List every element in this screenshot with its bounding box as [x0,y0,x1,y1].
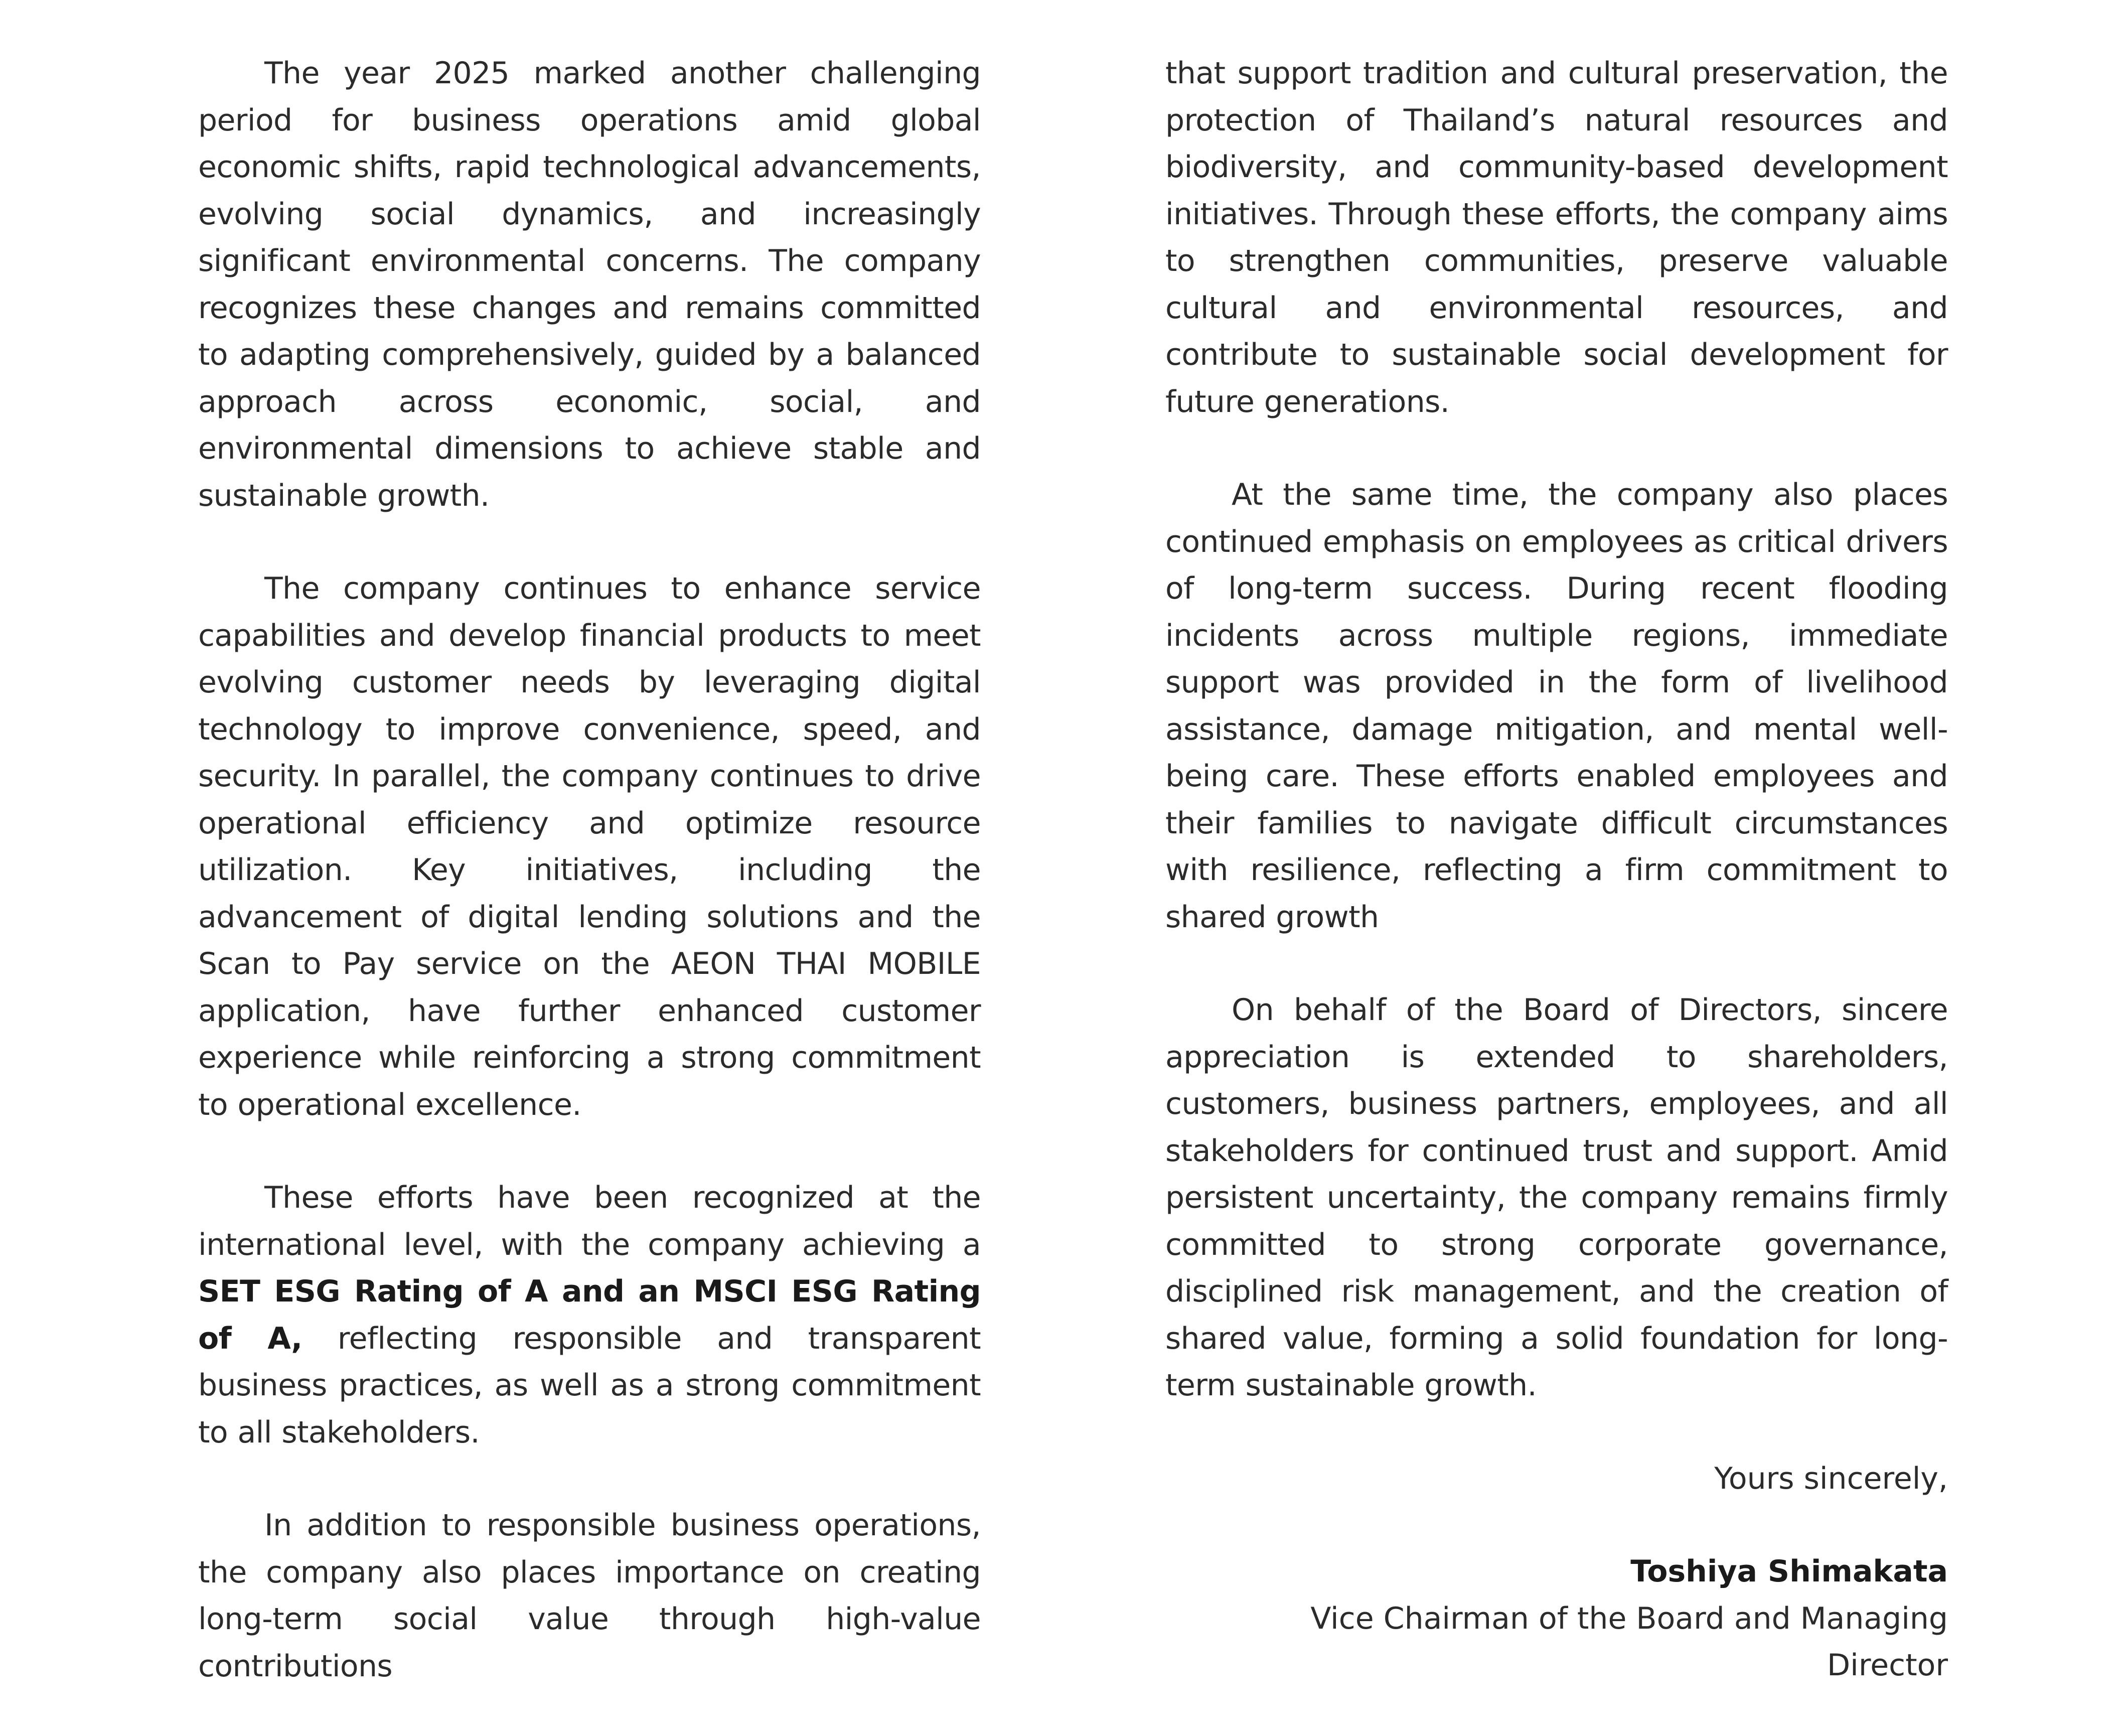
signature-block [1165,1548,1948,1689]
paragraph-social-value: In addition to responsible business operations, the company also places importance on creating long-term social value through high-value contributions [198,1508,981,1684]
closing-block [1165,1456,1948,1503]
right-column [1165,50,1948,1689]
paragraph-esg-recognition [198,1175,981,1456]
closing-salutation: Yours sincerely, [1714,1461,1948,1496]
signer-name: Toshiya Shimakata [1630,1554,1948,1589]
paragraph-service-capabilities: The company continues to enhance service capabilities and develop financial products to meet evolving customer needs by leveraging digital technology to improve convenience, speed, and security. In parallel, the company continues to drive operational efficiency and optimize resource utilization. Key initiatives, including the advancement of digital lending solutions and the Scan to Pay service on the AEON THAI MOBILE application, have further enhanced customer experience while reinforcing a strong commitment to operational excellence. [198,571,981,1122]
paragraph-appreciation: On behalf of the Board of Directors, sincere appreciation is extended to shareholders, customers, business partners, employees, and all stakeholders for continued trust and support. Amid persistent uncertainty, the company remains firmly committed to strong corporate governance, disciplined risk management, and the creation of shared value, forming a solid foundation for long-term sustainable growth. [1165,992,1948,1403]
signer-title-line-1: Vice Chairman of the Board and Managing [1310,1601,1948,1636]
signer-title-line-2: Director [1827,1648,1948,1683]
left-column [198,50,981,1736]
paragraph-challenging-period: The year 2025 marked another challenging period for business operations amid global economic shifts, rapid technological advancements, evolving social dynamics, and increasingly significant environmental concerns. The company recognizes these changes and remains committed to adapting comprehensively, guided by a balanced approach across economic, social, and environmental dimensions to achieve stable and sustainable growth. [198,56,981,513]
esg-text-after: reflecting responsible and transparent business practices, as well as a strong commitment to all stakeholders. [198,1321,981,1450]
paragraph-employees: At the same time, the company also places continued emphasis on employees as critical drivers of long-term success. During recent flooding incidents across multiple regions, immediate support was provided in the form of livelihood assistance, damage mitigation, and mental well-being care. These efforts enabled employees and their families to navigate difficult circumstances with resilience, reflecting a firm commitment to shared growth [1165,477,1948,935]
esg-text-before: These efforts have been recognized at the international level, with the company achieving a [198,1180,981,1262]
paragraph-social-value-continued: that support tradition and cultural preservation, the protection of Thailand’s natural resources and biodiversity, and community-based development initiatives. Through these efforts, the company aims to strengthen communities, preserve valuable cultural and environmental resources, and contribute to sustainable social development for future generations. [1165,56,1948,419]
esg-rating-highlight: SET ESG Rating of A and an MSCI ESG Rating of A, [198,1274,981,1356]
